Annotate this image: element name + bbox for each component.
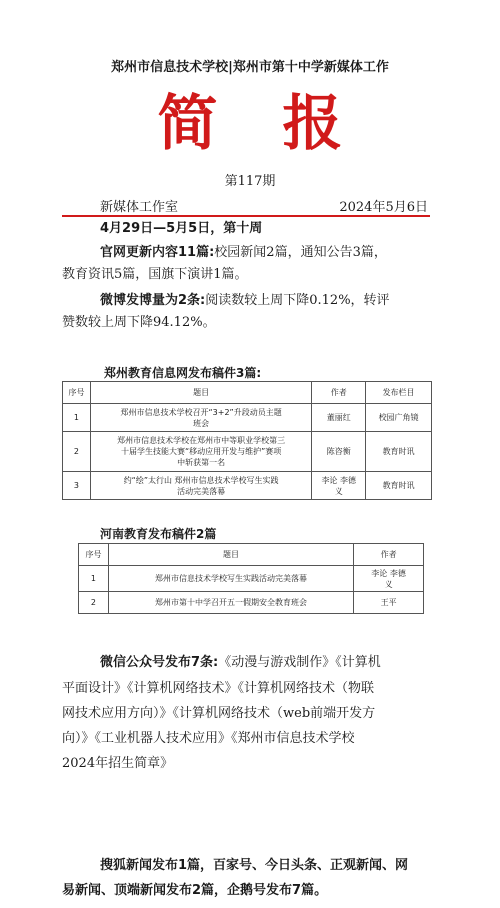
issue-number: 第117期 <box>224 174 276 189</box>
row-author: 王平 <box>354 592 424 614</box>
title-line: 中斩获第一名 <box>177 458 226 467</box>
row-column: 校园广角镜 <box>366 404 432 432</box>
row-author: 陈咨衡 <box>312 432 366 472</box>
sohu-text-1: 搜狐新闻发布1篇，百家号、今日头条、正观新闻、网 <box>100 858 409 873</box>
zzjy-section-title: 郑州教育信息网发布稿件3篇: <box>104 366 262 380</box>
author-line: 李论 李德 <box>321 475 356 485</box>
header-title: 题目 <box>90 382 311 404</box>
row-title: 郑州市信息技术学校写生实践活动完美落幕 <box>108 566 353 592</box>
row-no: 1 <box>79 566 109 592</box>
wechat-text-2: 平面设计》《计算机网络技术》《计算机网络技术（物联 <box>62 681 375 696</box>
title-line: 班会 <box>193 418 210 428</box>
weibo-summary <box>100 290 390 312</box>
header-no: 序号 <box>79 544 109 566</box>
table-row <box>79 592 424 614</box>
row-author <box>354 566 424 592</box>
author-line: 李论 李德 <box>371 568 406 578</box>
header-author: 作者 <box>312 382 366 404</box>
wechat-text-3: 网技术应用方向）》《计算机网络技术（web前端开发方 <box>62 706 376 721</box>
row-author: 董丽红 <box>312 404 366 432</box>
website-summary <box>100 242 387 264</box>
website-text-2: 教育资讯5篇，国旗下演讲1篇。 <box>62 267 248 282</box>
header-title: 题目 <box>108 544 353 566</box>
office-name: 新媒体工作室 <box>100 200 179 215</box>
week-range: 4月29日—5月5日，第十周 <box>100 221 263 236</box>
title-line: 十届学生技能大赛“移动应用开发与维护”赛项 <box>120 447 282 456</box>
row-title <box>90 404 311 432</box>
row-title <box>90 472 311 500</box>
row-author <box>312 472 366 500</box>
table-header-row <box>79 544 424 566</box>
table-row <box>63 472 432 500</box>
weibo-lead: 微博发博量为2条: <box>100 293 206 308</box>
header-column: 发布栏目 <box>366 382 432 404</box>
row-title: 郑州市第十中学召开五一假期安全教育班会 <box>108 592 353 614</box>
author-line: 义 <box>334 486 343 496</box>
title-line: 郑州市信息技术学校召开“3+2”升段动员主题 <box>120 407 282 417</box>
title-line: 活动完美落幕 <box>177 486 226 496</box>
row-no: 2 <box>79 592 109 614</box>
row-column: 教育时讯 <box>366 432 432 472</box>
website-lead: 官网更新内容11篇: <box>100 245 215 260</box>
wechat-lead: 微信公众号发布7条: <box>100 655 219 670</box>
wechat-text-4: 向）》《工业机器人技术应用》《郑州市信息技术学校 <box>62 731 355 746</box>
hnjy-section-title: 河南教育发布稿件2篇 <box>100 527 217 541</box>
row-title <box>90 432 311 472</box>
wechat-summary <box>100 652 381 674</box>
bulletin-title: 简 报 <box>157 89 365 159</box>
table-row <box>63 404 432 432</box>
title-line: 郑州市信息技术学校在郑州市中等职业学校第三 <box>117 436 286 445</box>
hnjy-table <box>78 543 424 614</box>
org-header-line: 郑州市信息技术学校|郑州市第十中学新媒体工作 <box>111 60 389 75</box>
publish-date: 2024年5月6日 <box>339 200 428 215</box>
header-author: 作者 <box>354 544 424 566</box>
table-header-row <box>63 382 432 404</box>
author-line: 义 <box>384 579 393 589</box>
row-no: 3 <box>63 472 91 500</box>
title-line: 约“绘”太行山 郑州市信息技术学校写生实践 <box>123 475 279 485</box>
header-rule <box>62 215 430 217</box>
table-row <box>63 432 432 472</box>
header-no: 序号 <box>63 382 91 404</box>
weibo-text-2: 赞数较上周下降94.12%。 <box>62 315 216 330</box>
wechat-text-1: 《动漫与游戏制作》《计算机 <box>218 655 381 670</box>
row-column: 教育时讯 <box>366 472 432 500</box>
zzjy-table <box>62 381 432 500</box>
row-no: 2 <box>63 432 91 472</box>
table-row <box>79 566 424 592</box>
wechat-text-5: 2024年招生简章》 <box>62 756 174 771</box>
website-text-1: 校园新闻2篇，通知公告3篇， <box>214 245 387 260</box>
weibo-text-1: 阅读数较上周下降0.12%，转评 <box>205 293 390 308</box>
sohu-text-2: 易新闻、顶端新闻发布2篇，企鹅号发布7篇。 <box>62 883 328 898</box>
row-no: 1 <box>63 404 91 432</box>
